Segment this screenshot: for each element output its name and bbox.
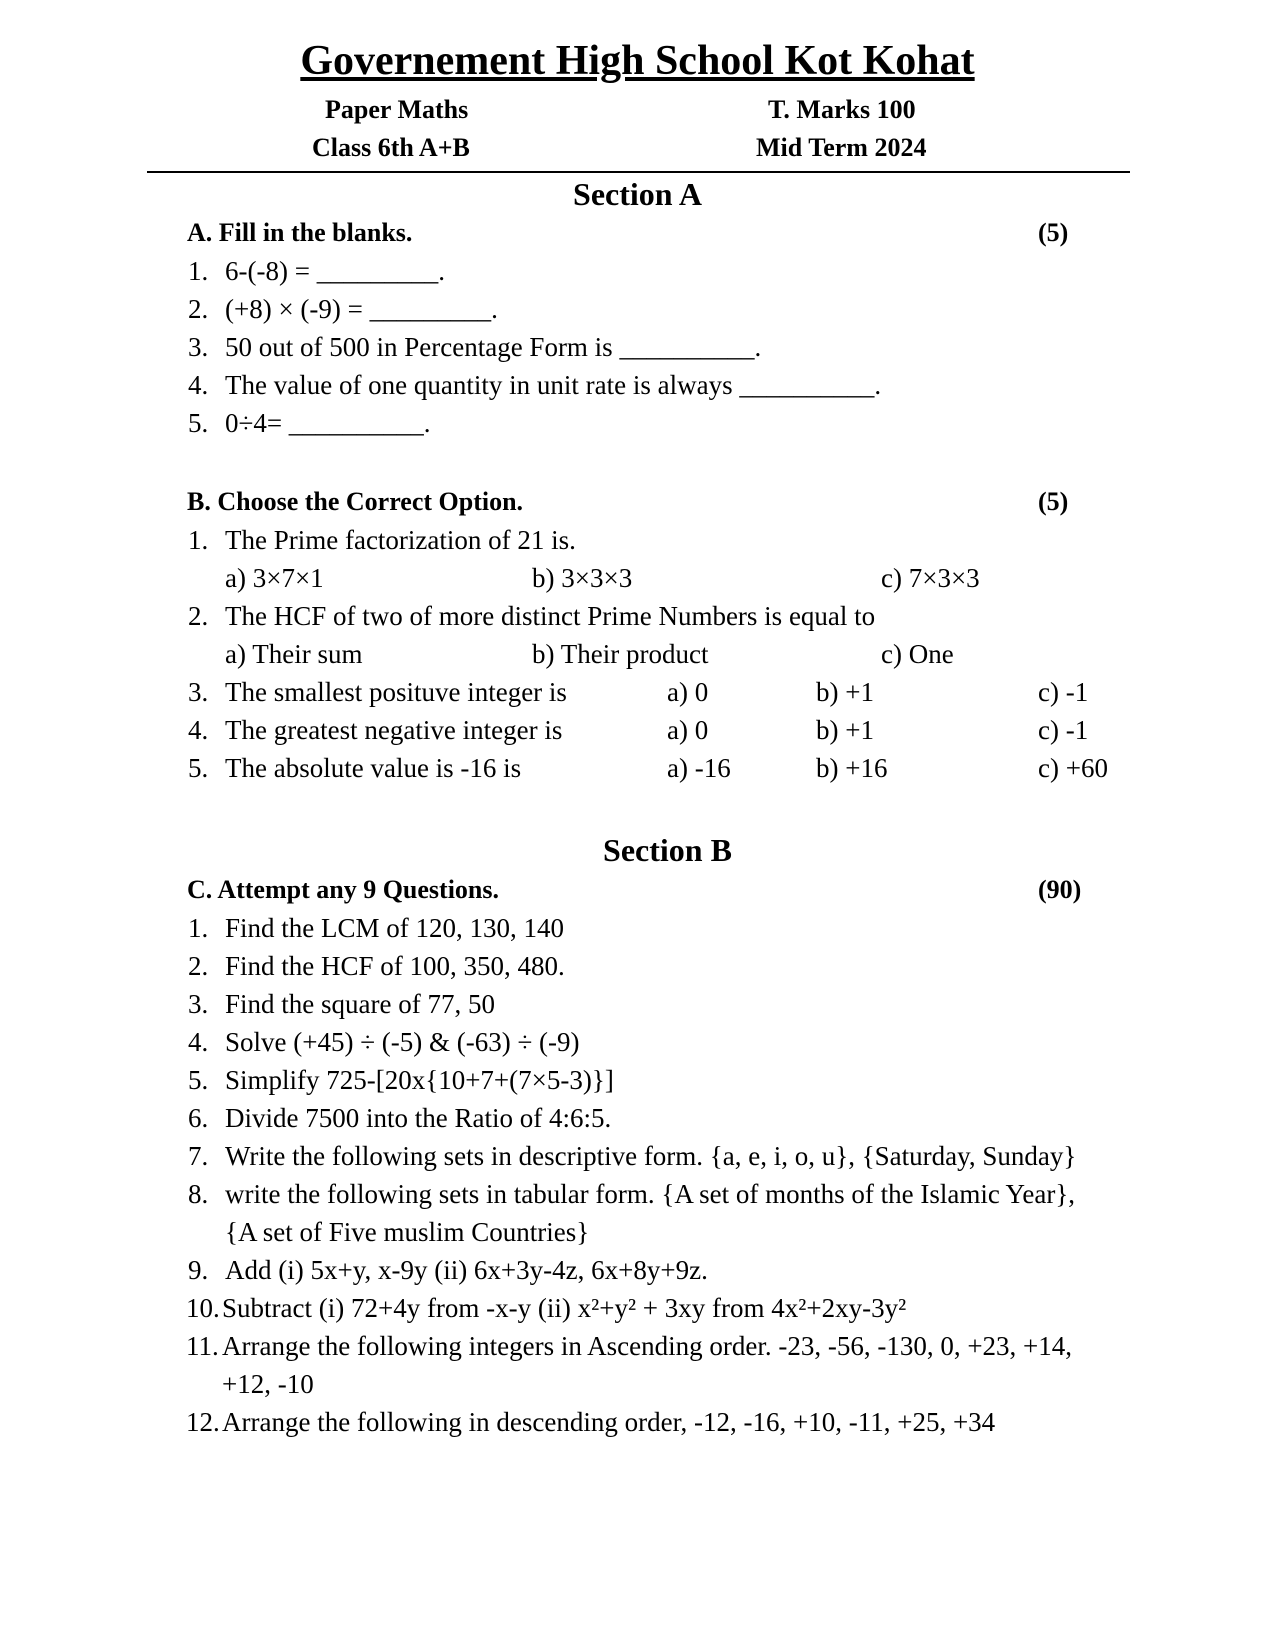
- part-b-heading: B. Choose the Correct Option.: [187, 487, 524, 516]
- item-text: The smallest posituve integer is: [225, 677, 567, 707]
- item-number: 3.: [188, 332, 209, 362]
- section-a-title: Section A: [573, 176, 702, 212]
- item-number: 12.: [186, 1407, 220, 1437]
- item-text: write the following sets in tabular form. {A set of months of the Islamic Year},: [225, 1179, 1076, 1209]
- item-text: The Prime factorization of 21 is.: [225, 525, 576, 555]
- option-c: c) 7×3×3: [881, 563, 980, 593]
- item-number: 2.: [188, 951, 209, 981]
- option-b: b) +1: [816, 715, 874, 745]
- item-number: 5.: [188, 753, 209, 783]
- item-number: 1.: [188, 913, 209, 943]
- item-text-continued: +12, -10: [222, 1369, 314, 1399]
- item-text: Subtract (i) 72+4y from -x-y (ii) x²+y² + 3xy from 4x²+2xy-3y²: [222, 1293, 907, 1323]
- option-b: b) +1: [816, 677, 874, 707]
- option-c: c) +60: [1038, 753, 1108, 783]
- option-a: a) 0: [667, 715, 709, 745]
- item-text: Find the square of 77, 50: [225, 989, 495, 1019]
- item-number: 9.: [188, 1255, 209, 1285]
- option-a: a) 0: [667, 677, 709, 707]
- item-text: Add (i) 5x+y, x-9y (ii) 6x+3y-4z, 6x+8y+9z.: [225, 1255, 708, 1285]
- part-a-heading: A. Fill in the blanks.: [187, 218, 413, 247]
- item-text: 50 out of 500 in Percentage Form is __________.: [225, 332, 762, 362]
- item-text: Divide 7500 into the Ratio of 4:6:5.: [225, 1103, 612, 1133]
- option-b: b) Their product: [532, 639, 709, 669]
- item-text: (+8) × (-9) = _________.: [225, 294, 498, 324]
- option-c: c) -1: [1038, 677, 1089, 707]
- item-number: 4.: [188, 370, 209, 400]
- item-text: Simplify 725-[20x{10+7+(7×5-3)}]: [225, 1065, 614, 1095]
- item-number: 2.: [188, 601, 209, 631]
- item-number: 8.: [188, 1179, 209, 1209]
- item-number: 3.: [188, 677, 209, 707]
- item-text: The absolute value is -16 is: [225, 753, 522, 783]
- item-text: The HCF of two of more distinct Prime Numbers is equal to: [225, 601, 876, 631]
- item-number: 6.: [188, 1103, 209, 1133]
- item-text: Solve (+45) ÷ (-5) & (-63) ÷ (-9): [225, 1027, 580, 1057]
- header-divider: [147, 171, 1130, 173]
- option-c: c) One: [881, 639, 954, 669]
- item-text: Write the following sets in descriptive form. {a, e, i, o, u}, {Saturday, Sunday}: [225, 1141, 1077, 1171]
- item-text: Find the HCF of 100, 350, 480.: [225, 951, 565, 981]
- item-number: 5.: [188, 408, 209, 438]
- item-text: Arrange the following in descending order, -12, -16, +10, -11, +25, +34: [222, 1407, 996, 1437]
- option-b: b) +16: [816, 753, 888, 783]
- item-text: The greatest negative integer is: [225, 715, 563, 745]
- item-number: 4.: [188, 715, 209, 745]
- item-number: 1.: [188, 256, 209, 286]
- total-marks: T. Marks 100: [768, 95, 916, 124]
- term-label: Mid Term 2024: [756, 133, 927, 162]
- option-a: a) 3×7×1: [225, 563, 324, 593]
- item-number: 2.: [188, 294, 209, 324]
- option-b: b) 3×3×3: [532, 563, 633, 593]
- part-c-heading: C. Attempt any 9 Questions.: [187, 875, 500, 904]
- item-text: Arrange the following integers in Ascending order. -23, -56, -130, 0, +23, +14,: [222, 1331, 1073, 1361]
- item-number: 5.: [188, 1065, 209, 1095]
- item-number: 4.: [188, 1027, 209, 1057]
- item-text: 6-(-8) = _________.: [225, 256, 445, 286]
- option-c: c) -1: [1038, 715, 1089, 745]
- paper-subject: Paper Maths: [325, 95, 469, 124]
- item-number: 1.: [188, 525, 209, 555]
- item-number: 7.: [188, 1141, 209, 1171]
- part-b-marks: (5): [1038, 487, 1069, 516]
- class-label: Class 6th A+B: [312, 133, 470, 162]
- item-number: 3.: [188, 989, 209, 1019]
- item-number: 10.: [186, 1293, 220, 1323]
- option-a: a) Their sum: [225, 639, 363, 669]
- item-number: 11.: [186, 1331, 219, 1361]
- school-title: Governement High School Kot Kohat: [300, 38, 975, 84]
- item-text: 0÷4= __________.: [225, 408, 431, 438]
- option-a: a) -16: [667, 753, 731, 783]
- item-text: The value of one quantity in unit rate is always __________.: [225, 370, 882, 400]
- item-text-continued: {A set of Five muslim Countries}: [225, 1217, 590, 1247]
- section-b-title: Section B: [603, 832, 732, 868]
- item-text: Find the LCM of 120, 130, 140: [225, 913, 565, 943]
- part-a-marks: (5): [1038, 218, 1069, 247]
- part-c-marks: (90): [1038, 875, 1082, 904]
